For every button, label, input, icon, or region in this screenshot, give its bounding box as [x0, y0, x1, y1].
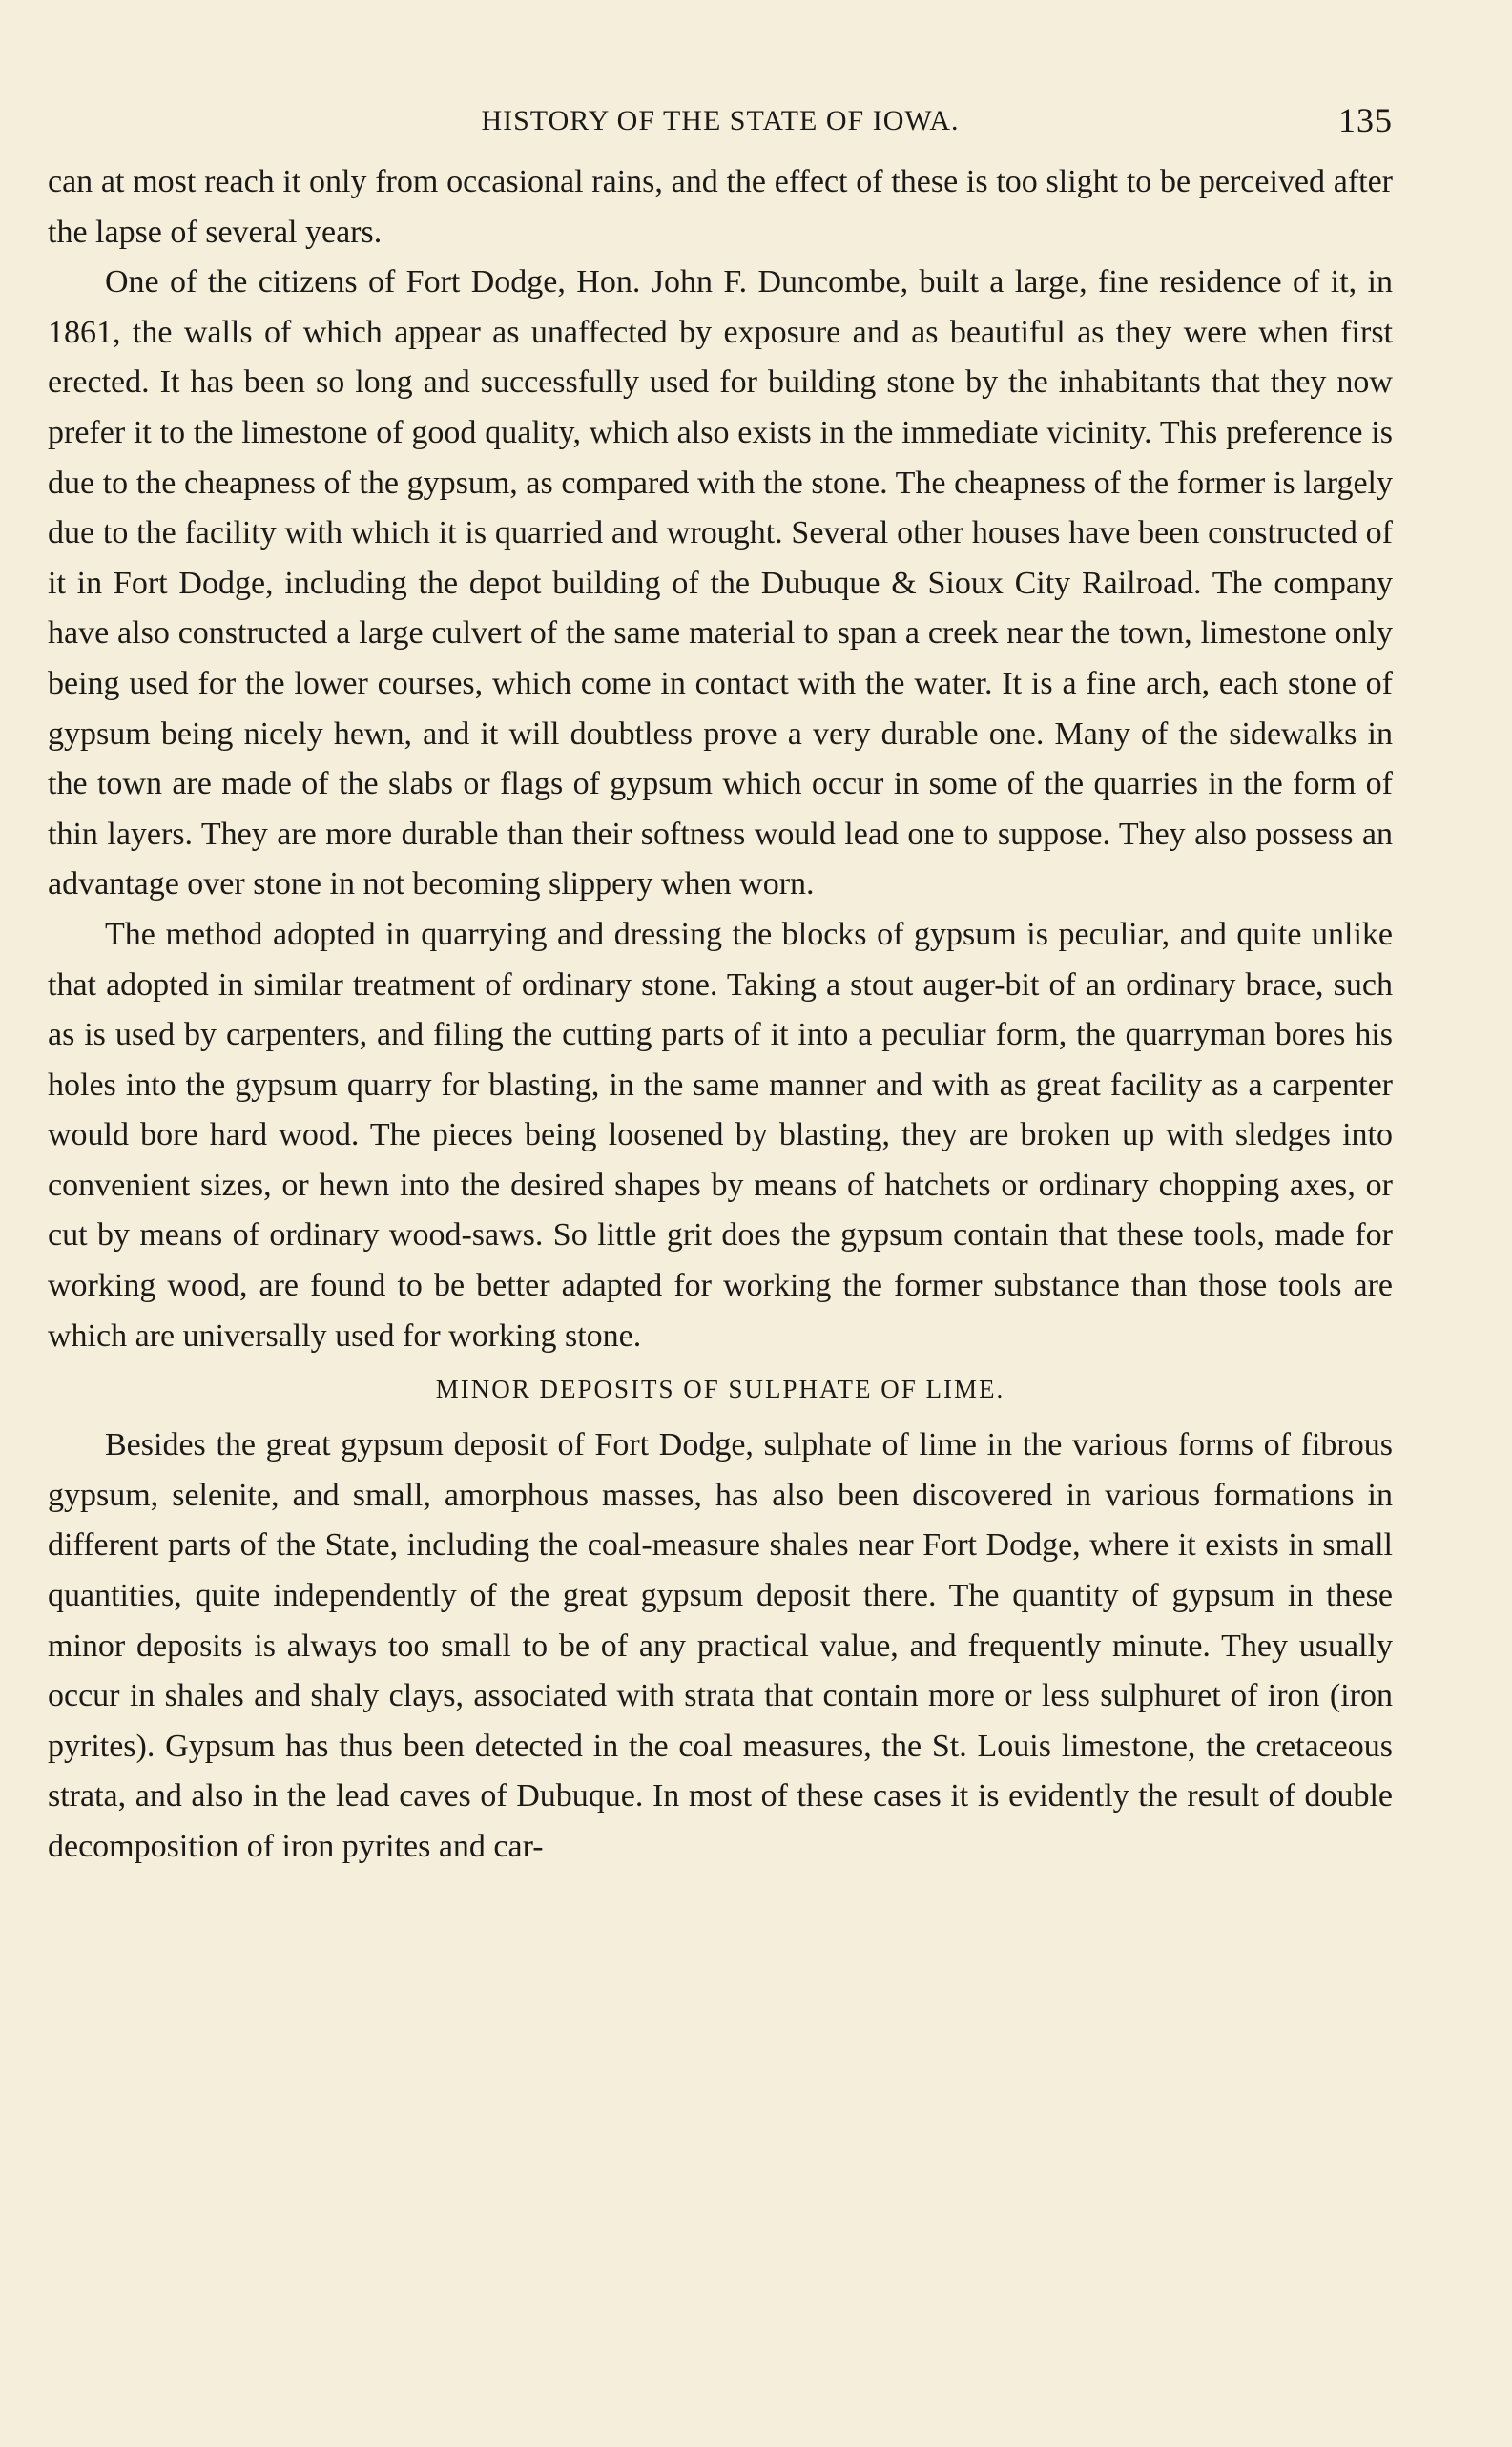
section-heading: MINOR DEPOSITS OF SULPHATE OF LIME. — [435, 1375, 1005, 1404]
paragraph-continuation: can at most reach it only from occasional rains, and the effect of these is too slight to be perceived after the lapse of several years. — [48, 164, 1393, 250]
running-header — [48, 91, 1393, 157]
paragraph-quarrying-method: The method adopted in quarrying and dressing the blocks of gypsum is peculiar, and quite unlike that adopted in similar treatment of ordinary stone. Taking a stout auger-bit of an ordinary brace, such as is used by carpenters, and filing the cutting parts of it into a peculiar form, the quarryman bores his holes into the gypsum quarry for blasting, in the same manner and with as great facility as a carpenter would bore hard wood. The pieces being loosened by blasting, they are broken up with sledges into convenient sizes, or hewn into the desired shapes by means of hatchets or ordinary chopping axes, or cut by means of ordinary wood-saws. So little grit does the gypsum contain that these tools, made for working wood, are found to be better adapted for working the former substance than those tools are which are universally used for working stone. — [48, 916, 1393, 1354]
paragraph-duncombe-residence: One of the citizens of Fort Dodge, Hon. John F. Duncombe, built a large, fine residence of it, in 1861, the walls of which appear as unaffected by exposure and as beautiful as they were when first erected. It has been so long and successfully used for building stone by the inhabitants that they now prefer it to the limestone of good quality, which also exists in the immediate vicinity. This preference is due to the cheapness of the gypsum, as compared with the stone. The cheapness of the former is largely due to the facility with which it is quarried and wrought. Several other houses have been constructed of it in Fort Dodge, including the depot building of the Dubuque & Sioux City Railroad. The company have also constructed a large culvert of the same material to span a creek near the town, limestone only being used for the lower courses, which come in contact with the water. It is a fine arch, each stone of gypsum being nicely hewn, and it will doubtless prove a very durable one. Many of the sidewalks in the town are made of the slabs or flags of gypsum which occur in some of the quarries in the form of thin layers. They are more durable than their softness would lead one to suppose. They also possess an advantage over stone in not becoming slippery when worn. — [48, 264, 1393, 902]
paragraph-minor-deposits: Besides the great gypsum deposit of Fort Dodge, sulphate of lime in the various forms of fibrous gypsum, selenite, and small, amorphous masses, has also been discovered in various formations in different parts of the State, including the coal-measure shales near Fort Dodge, where it exists in small quantities, quite independently of the great gypsum deposit there. The quantity of gypsum in these minor deposits is always too small to be of any practical value, and frequently minute. They usually occur in shales and shaly clays, associated with strata that contain more or less sulphuret of iron (iron pyrites). Gypsum has thus been detected in the coal measures, the St. Louis limestone, the cretaceous strata, and also in the lead caves of Dubuque. In most of these cases it is evidently the result of double decomposition of iron pyrites and car- — [48, 1427, 1393, 1864]
page-number: 135 — [1338, 101, 1393, 139]
book-page — [48, 91, 1393, 1873]
running-title: HISTORY OF THE STATE OF IOWA. — [481, 105, 960, 136]
